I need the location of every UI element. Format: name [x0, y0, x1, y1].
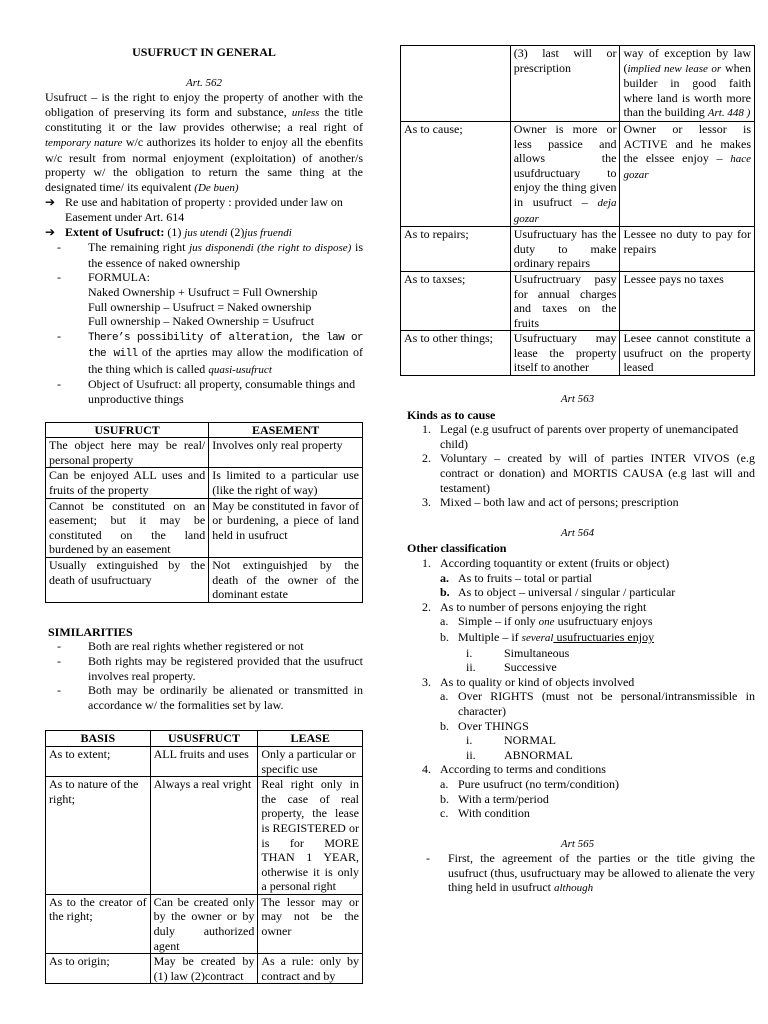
- usufruct-definition: [45, 90, 363, 195]
- list-item: ii. Successive: [466, 660, 557, 675]
- art-565-heading: Art 565: [560, 837, 595, 850]
- basis-usufruct-lease-table: [45, 730, 363, 984]
- list-item: c. With condition: [440, 806, 530, 821]
- definition-segment: temporary nature: [45, 136, 123, 149]
- dash-formula: - FORMULA: Naked Ownership + Usufruct = Full Ownership Full ownership – Usufruct = Naked ownership Full ownership – Naked Ownership = Usufruct: [57, 270, 318, 329]
- list-item: b. Multiple – if several usufructuaries enjoy: [440, 629, 655, 644]
- arrow-right-icon: ➔: [45, 195, 56, 210]
- list-item: i. Simultaneous: [466, 645, 570, 660]
- table-row: Can be enjoyed ALL uses and fruits of the property Is limited to a particular use (like the right of way): [46, 468, 363, 498]
- definition-segment: w/c authorizes its holder to enjoy all the ebenfits w/c result from normal enjoyment (exploitation) of another/s property w/ the obligation to return the same thing at the designated time/ its equivalent: [45, 134, 363, 194]
- table-row: The object here may be real/ personal property Involves only real property: [46, 438, 363, 468]
- table-header: BASIS: [46, 731, 151, 747]
- right-column: [400, 0, 755, 896]
- table-row: As to the creator of the right; Can be created only by the owner or by duly authorized agent The lessor may or may not be the owner: [46, 894, 363, 953]
- table-header: EASEMENT: [209, 422, 363, 438]
- list-item: - Both rights may be registered provided that the usufruct involves real property.: [57, 653, 363, 683]
- list-item: b. As to object – universal / singular / particular: [440, 585, 676, 600]
- table-row: As to extent; ALL fruits and uses Only a particular or specific use: [46, 746, 363, 776]
- art-562-heading: Art. 562: [185, 76, 223, 89]
- table-header: LEASE: [258, 731, 363, 747]
- table-row: Cannot be constituted on an easement; but it may be constituted on the land burdened by an easement May be constituted in favor of or burdening, a piece of land held in usufruct: [46, 498, 363, 557]
- dash-alteration: - There’s possibility of alteration, the law or the will of the aprties may allow the modification of the thing which is called quasi-usufruct: [57, 328, 364, 376]
- list-item: 2. Voluntary – created by will of parties INTER VIVOS (e.g contract or donation) and MORTIS CAUSA (e.g last will and testament): [422, 451, 755, 495]
- list-item: a. Simple – if only one usufructuary enjoys: [440, 614, 653, 629]
- list-item: - Both may be ordinarily be alienated or transmitted in accordance w/ the formalities set by law.: [57, 683, 363, 712]
- list-item: 1. According toquantity or extent (fruits or object): [422, 556, 670, 570]
- other-classification-heading: Other classification: [407, 541, 507, 556]
- dash-remaining-right: - The remaining right jus disponendi (the right to dispose) is the essence of naked ownership: [57, 240, 363, 270]
- list-item: - First, the agreement of the parties or the title giving the usufruct (thus, usufructuary may be allowed to alienate the very thing held in usufruct although: [426, 851, 755, 895]
- bullet-use-habitation: ➔ Re use and habitation of property : provided under law on Easement under Art. 614: [45, 195, 343, 224]
- table-row: Usually extinguished by the death of usufructuary Not extinguishjed by the death of the owner of the dominant estate: [46, 558, 363, 603]
- list-item: 3. Mixed – both law and act of persons; prescription: [422, 495, 679, 510]
- table-row: (3) last will or prescription way of exception by law (implied new lease or when builder in good faith where land is worth more than the building Art. 448 ): [401, 46, 755, 122]
- basis-usufruct-lease-table-continued: [400, 45, 755, 376]
- kinds-heading: Kinds as to cause: [407, 407, 496, 422]
- list-item: i. NORMAL: [466, 733, 557, 748]
- formula-line: Naked Ownership + Usufruct = Full Ownership: [88, 284, 318, 299]
- table-row: As to nature of the right; Always a real vright Real right only in the case of real property, the lease is REGISTERED or is for MORE THAN 1 YEAR, otherwise it is only a personal right: [46, 777, 363, 895]
- formula-line: Full ownership – Naked Ownership = Usufruct: [88, 314, 315, 329]
- table-header: USUFRUCT: [46, 422, 209, 438]
- list-item: a. Pure usufruct (no term/condition): [440, 776, 619, 791]
- list-item: - Both are real rights whether registered or not: [57, 639, 304, 654]
- dash-object-of-usufruct: - Object of Usufruct: all property, consumable things and unproductive things: [57, 377, 356, 407]
- table-row: As to taxses; Usufructruary pasy for annual charges and taxes on the fruits Lessee pays no taxes: [401, 271, 755, 330]
- formula-line: Full ownership – Usufruct = Naked ownership: [88, 299, 312, 314]
- list-item: 2. As to number of persons enjoying the right: [422, 599, 647, 614]
- table-header: USUSFRUCT: [150, 731, 258, 747]
- table-row: As to other things; Usufructuary may lease the property itself to another Lesee cannot constitute a usufruct on the property leased: [401, 331, 755, 376]
- art-564-heading: Art 564: [560, 526, 595, 539]
- usufruct-vs-easement-table: [45, 422, 363, 603]
- table-row: As to origin; May be created by (1) law (2)contract As a rule: only by contract and by: [46, 954, 363, 984]
- list-item: b. Over THINGS: [440, 718, 529, 733]
- doc-title: USUFRUCT IN GENERAL: [132, 45, 276, 59]
- list-item: a. As to fruits – total or partial: [440, 570, 592, 585]
- table-row: As to cause; Owner is more or less passice and allows the usufdructuary to enjoy the thing given in usufruct – deja gozar Owner or lessor is ACTIVE and he makes the elssee enjoy – hace gozar: [401, 121, 755, 226]
- definition-segment: Usufruct – is the right to enjoy the property of another with the obligation of preserving its form and substance,: [45, 90, 363, 119]
- definition-segment: (De buen): [194, 181, 239, 194]
- left-column: [45, 0, 363, 984]
- list-item: b. With a term/period: [440, 791, 549, 806]
- list-item: 4. According to terms and conditions: [422, 762, 606, 777]
- list-item: 1. Legal (e.g usufruct of parents over property of unemancipated child): [422, 422, 739, 451]
- art-563-heading: Art 563: [560, 393, 595, 406]
- list-item: a. Over RIGHTS (must not be personal/intransmissible in character): [440, 689, 755, 718]
- bullet-extent: ➔ Extent of Usufruct: (1) jus utendi (2)jus fruendi: [45, 224, 292, 239]
- arrow-right-icon: ➔: [45, 224, 56, 239]
- list-item: ii. ABNORMAL: [466, 747, 573, 762]
- table-row: As to repairs; Usufructuary has the duty to make ordinary repairs Lessee no duty to pay for repairs: [401, 227, 755, 272]
- definition-segment: unless: [291, 106, 320, 119]
- similarities-heading: SIMILARITIES: [48, 624, 133, 639]
- list-item: 3. As to quality or kind of objects involved: [422, 674, 635, 689]
- definition-segment: the title constituting it or the law provides otherwise; a real right of: [45, 104, 363, 135]
